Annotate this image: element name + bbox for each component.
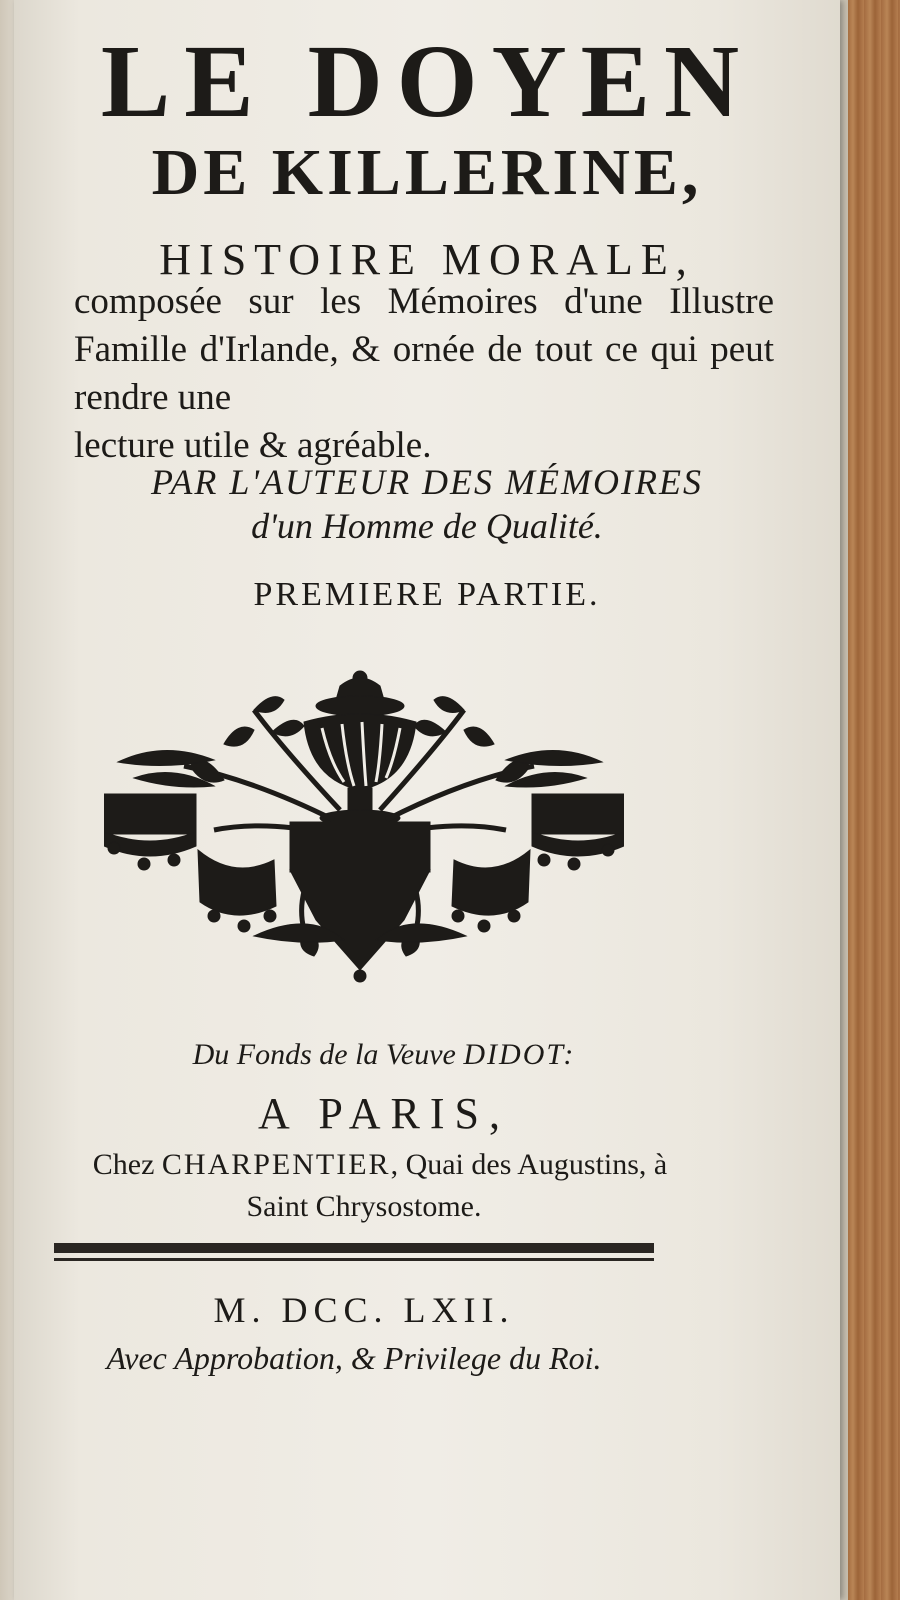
publisher-name: CHARPENTIER (161, 1148, 391, 1181)
vase-with-foliage-and-drapery-ornament-icon (104, 670, 624, 990)
fonds-line (14, 1040, 754, 1070)
imprint-city: A PARIS, (257, 1089, 511, 1138)
chez-suffix: , Quai des Augustins, à (390, 1148, 668, 1181)
description-last-line: lecture utile & agréable. (74, 425, 432, 466)
thin-rule (54, 1258, 654, 1261)
approbation-line: Avec Approbation, & Privilege du Roi. (106, 1340, 602, 1376)
title-line-2: DE KILLERINE, (151, 136, 703, 209)
title-page (14, 0, 840, 1600)
description-main: composée sur les Mémoires d'une Illustre Famille d'Irlande, & ornée de tout ce qui peut rendre une (74, 281, 774, 418)
fonds-prefix: Du Fonds de la Veuve (192, 1038, 456, 1071)
author-line-2: d'un Homme de Qualité. (251, 506, 603, 546)
chez-prefix: Chez (92, 1148, 155, 1181)
part-label: PREMIERE PARTIE. (253, 576, 601, 613)
title-line-1: LE DOYEN (100, 24, 754, 139)
fonds-name: DIDOT: (463, 1038, 576, 1071)
publication-date: M. DCC. LXII. (213, 1290, 515, 1330)
imprint-address: Saint Chrysostome. (246, 1190, 482, 1223)
subtitle: HISTOIRE MORALE, (159, 235, 695, 284)
thick-rule (54, 1243, 654, 1253)
author-line-1: PAR L'AUTEUR DES MÉMOIRES (151, 462, 703, 502)
description (74, 278, 774, 470)
imprint-publisher-line (0, 1150, 760, 1180)
